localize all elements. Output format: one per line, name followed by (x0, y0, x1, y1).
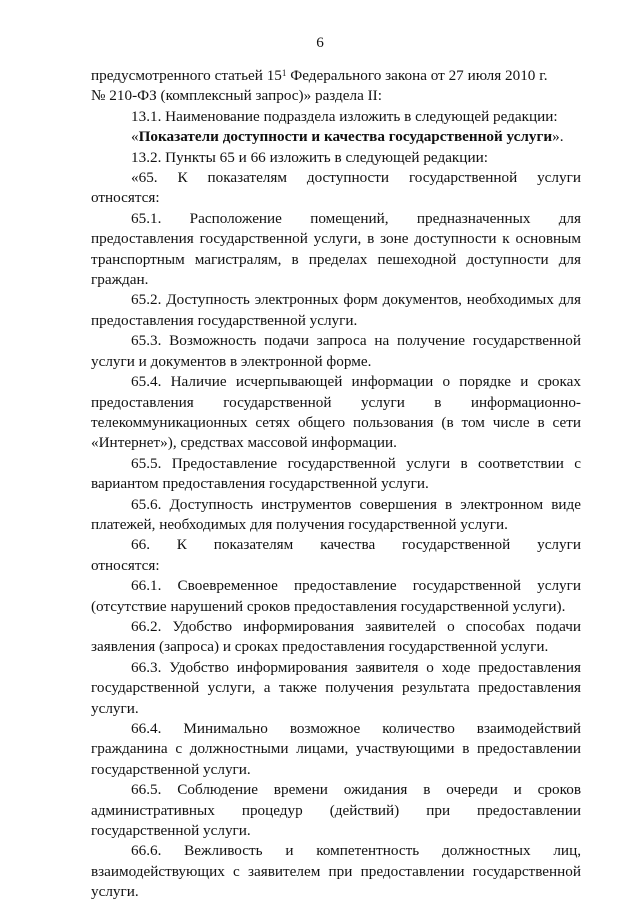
item-65-5: 65.5. Предоставление государственной услуги в соответствии с вариантом предоставления государственной услуги. (91, 454, 581, 493)
p66-word: услуги (537, 536, 581, 554)
heading-close-quote: ». (552, 128, 564, 146)
page-number: 6 (316, 34, 324, 51)
heading-open-quote: « (131, 128, 139, 146)
item-66-2: 66.2. Удобство информирования заявителей о способах подачи заявления (запроса) и сроках предоставления государственной услуги. (91, 617, 581, 656)
p65-word: «65. (131, 169, 158, 187)
intro-text-b: Федерального закона от 27 июля 2010 г. (286, 67, 548, 84)
item-66-5: 66.5. Соблюдение времени ожидания в очереди и сроков административных процедур (действий) при предоставлении государственной услуги. (91, 781, 581, 840)
paragraph-65-lead (91, 168, 581, 188)
intro-line-1 (91, 66, 581, 86)
item-65-1: 65.1. Расположение помещений, предназначенных для предоставления государственной услуги, в зоне доступности к основным транспортным магистралям, в пределах пешеходной доступности для граждан. (91, 209, 581, 289)
article-superscript: 1 (281, 68, 287, 78)
item-65-3: 65.3. Возможность подачи запроса на получение государственной услуги и документов в электронной форме. (91, 332, 581, 370)
paragraph-65-cont: относятся: (91, 189, 160, 207)
paragraph-66-lead (91, 535, 581, 555)
subsection-heading (91, 127, 581, 147)
p65-word: показателям (207, 169, 287, 187)
p65-word: услуги (537, 169, 581, 187)
paragraph-66-cont: относятся: (91, 556, 160, 574)
item-65-4: 65.4. Наличие исчерпывающей информации о порядке и сроках предоставления государственной услуги в информационно-телекоммуникационных сетях общего пользования (в том числе в сети «Интернет»), средствах массовой информации. (91, 373, 581, 452)
item-65-6: 65.6. Доступность инструментов совершения в электронном виде платежей, необходимых для получения государственной услуги. (91, 495, 581, 533)
item-66-1: 66.1. Своевременное предоставление государственной услуги (отсутствие нарушений сроков предоставления государственной услуги). (91, 577, 581, 615)
p66-word: государственной (402, 536, 511, 554)
p66-word: показателям (213, 536, 294, 554)
p66-word: К (176, 536, 187, 554)
heading-bold-text: Показатели доступности и качества государственной услуги (138, 128, 553, 146)
item-66-4: 66.4. Минимально возможное количество взаимодействий гражданина с должностными лицами, участвующими в предоставлении государственной услуги. (91, 720, 581, 778)
item-65-2: 65.2. Доступность электронных форм документов, необходимых для предоставления государственной услуги. (91, 291, 581, 329)
p65-word: К (177, 169, 188, 187)
p65-word: доступности (306, 169, 390, 187)
intro-text-a: предусмотренного статьей 15 (91, 67, 282, 84)
p65-word: государственной (408, 169, 518, 187)
p66-word: 66. (131, 536, 150, 554)
item-66-6: 66.6. Вежливость и компетентность должностных лиц, взаимодействующих с заявителем при предоставлении государственной услуги. (91, 842, 581, 901)
p66-word: качества (320, 536, 376, 554)
paragraph-13-1: 13.1. Наименование подраздела изложить в следующей редакции: (131, 107, 558, 125)
intro-line-2: № 210-ФЗ (комплексный запрос)» раздела II: (91, 87, 382, 105)
item-66-3: 66.3. Удобство информирования заявителя о ходе предоставления государственной услуги, а также получения результата предоставления услуги. (91, 658, 581, 717)
document-body (91, 66, 581, 903)
paragraph-13-2: 13.2. Пункты 65 и 66 изложить в следующей редакции: (131, 148, 488, 166)
